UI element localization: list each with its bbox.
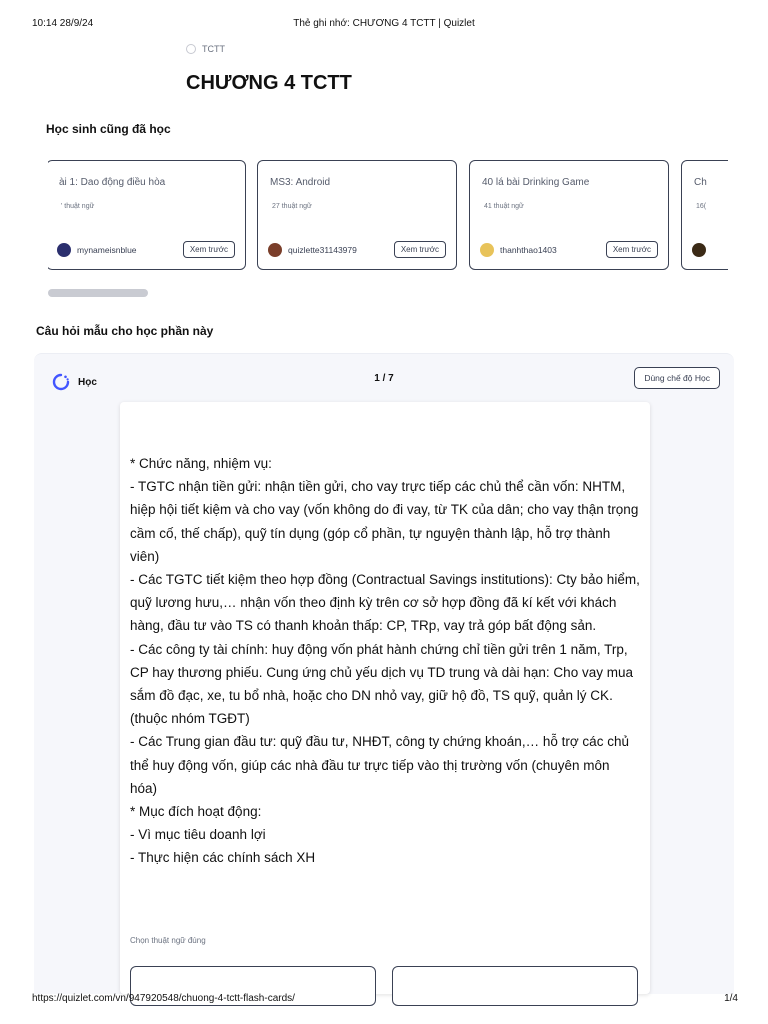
definition-line: - Thực hiện các chính sách XH	[130, 850, 316, 866]
print-header	[0, 18, 768, 32]
set-card[interactable]	[257, 160, 457, 270]
definition-line: * Mục đích hoạt động:	[130, 804, 262, 820]
choose-term-label: Chọn thuật ngữ đúng	[130, 936, 206, 945]
author-name: thanhthao1403	[500, 245, 557, 255]
avatar	[268, 243, 282, 257]
definition-text	[130, 452, 640, 870]
set-card[interactable]	[469, 160, 669, 270]
set-author	[480, 243, 557, 257]
folder-circle-icon	[186, 44, 196, 54]
question-counter: 1 / 7	[374, 373, 394, 384]
term-count: 16(	[696, 203, 707, 210]
avatar	[480, 243, 494, 257]
term-count: 41 thuật ngữ	[484, 203, 524, 210]
set-title: MS3: Android	[270, 177, 331, 188]
definition-line: - Các Trung gian đầu tư: quỹ đầu tư, NHĐT, công ty chứng khoán,… hỗ trợ các chủ thể huy động vốn, giúp các nhà đầu tư trực tiếp vào thị trường vốn (chuyên môn hóa)	[130, 734, 629, 796]
author-name: quizlette31143979	[288, 245, 357, 255]
page-url: https://quizlet.com/vn/947920548/chuong-4-tctt-flash-cards/	[32, 993, 295, 1004]
page-number: 1/4	[724, 993, 738, 1004]
set-author	[57, 243, 137, 257]
breadcrumb[interactable]	[186, 44, 225, 54]
breadcrumb-label[interactable]: TCTT	[202, 44, 225, 54]
definition-line: * Chức năng, nhiệm vụ:	[130, 456, 272, 471]
study-panel	[34, 353, 734, 994]
preview-button[interactable]: Xem trước	[183, 241, 235, 258]
term-count: 27 thuật ngữ	[272, 203, 312, 210]
set-card[interactable]	[681, 160, 728, 270]
page-title: CHƯƠNG 4 TCTT	[186, 72, 352, 94]
set-title: Ch	[694, 177, 707, 188]
definition-line: - Các TGTC tiết kiệm theo hợp đồng (Contractual Savings institutions): Cty bảo hiểm, quỹ lương hưu,… nhận vốn theo định kỳ trên cơ sở hợp đồng đã kí kết với khách hàng, đầu tư vào TS có thanh khoản thấp: CP, TRp, vay trả góp bất động sản.	[130, 572, 640, 634]
set-card[interactable]	[48, 160, 246, 270]
carousel-scrollbar[interactable]	[48, 289, 148, 297]
avatar	[57, 243, 71, 257]
set-title: ài 1: Dao động điều hòa	[59, 177, 166, 188]
use-learn-mode-button[interactable]: Dùng chế độ Học	[634, 367, 720, 389]
term-count: ' thuật ngữ	[61, 203, 95, 210]
definition-line: - Các công ty tài chính: huy động vốn phát hành chứng chỉ tiền gửi trên 1 năm, Trp, CP hay thương phiếu. Cung ứng chủ yếu dịch vụ TD trung và dài hạn: Cho vay mua sắm đồ đạc, xe, tu bổ nhà, hoặc cho DN nhỏ vay, giữ hộ đồ, TS quỹ, quản lý CK. (thuộc nhóm TGĐT)	[130, 641, 633, 727]
answer-option[interactable]	[392, 966, 638, 1006]
author-name: mynameisnblue	[77, 245, 137, 255]
definition-line: - Vì mục tiêu doanh lợi	[130, 827, 266, 843]
study-mode-label: Học	[78, 376, 97, 388]
preview-button[interactable]: Xem trước	[606, 241, 658, 258]
sample-questions-heading: Câu hỏi mẫu cho học phần này	[36, 324, 214, 338]
set-title: 40 lá bài Drinking Game	[482, 177, 590, 188]
related-sets-carousel[interactable]	[48, 158, 728, 276]
students-also-studied-heading: Học sinh cũng đã học	[46, 122, 171, 136]
definition-line: - TGTC nhận tiền gửi: nhận tiền gửi, cho vay trực tiếp các chủ thể cần vốn: NHTM, hiệp hội tiết kiệm và cho vay (vốn không do đi vay, từ TK của dân; cho vay thận trọng cầm cố, thế chấp), quỹ tín dụng (góp cổ phần, tự nguyện thành lập, hỗ trợ thành viên)	[130, 479, 639, 564]
preview-button[interactable]: Xem trước	[394, 241, 446, 258]
question-card	[120, 402, 650, 994]
avatar	[692, 243, 706, 257]
print-datetime: 10:14 28/9/24	[32, 18, 94, 29]
set-author	[268, 243, 357, 257]
print-doc-title: Thẻ ghi nhớ: CHƯƠNG 4 TCTT | Quizlet	[293, 18, 475, 29]
set-author	[692, 243, 706, 257]
